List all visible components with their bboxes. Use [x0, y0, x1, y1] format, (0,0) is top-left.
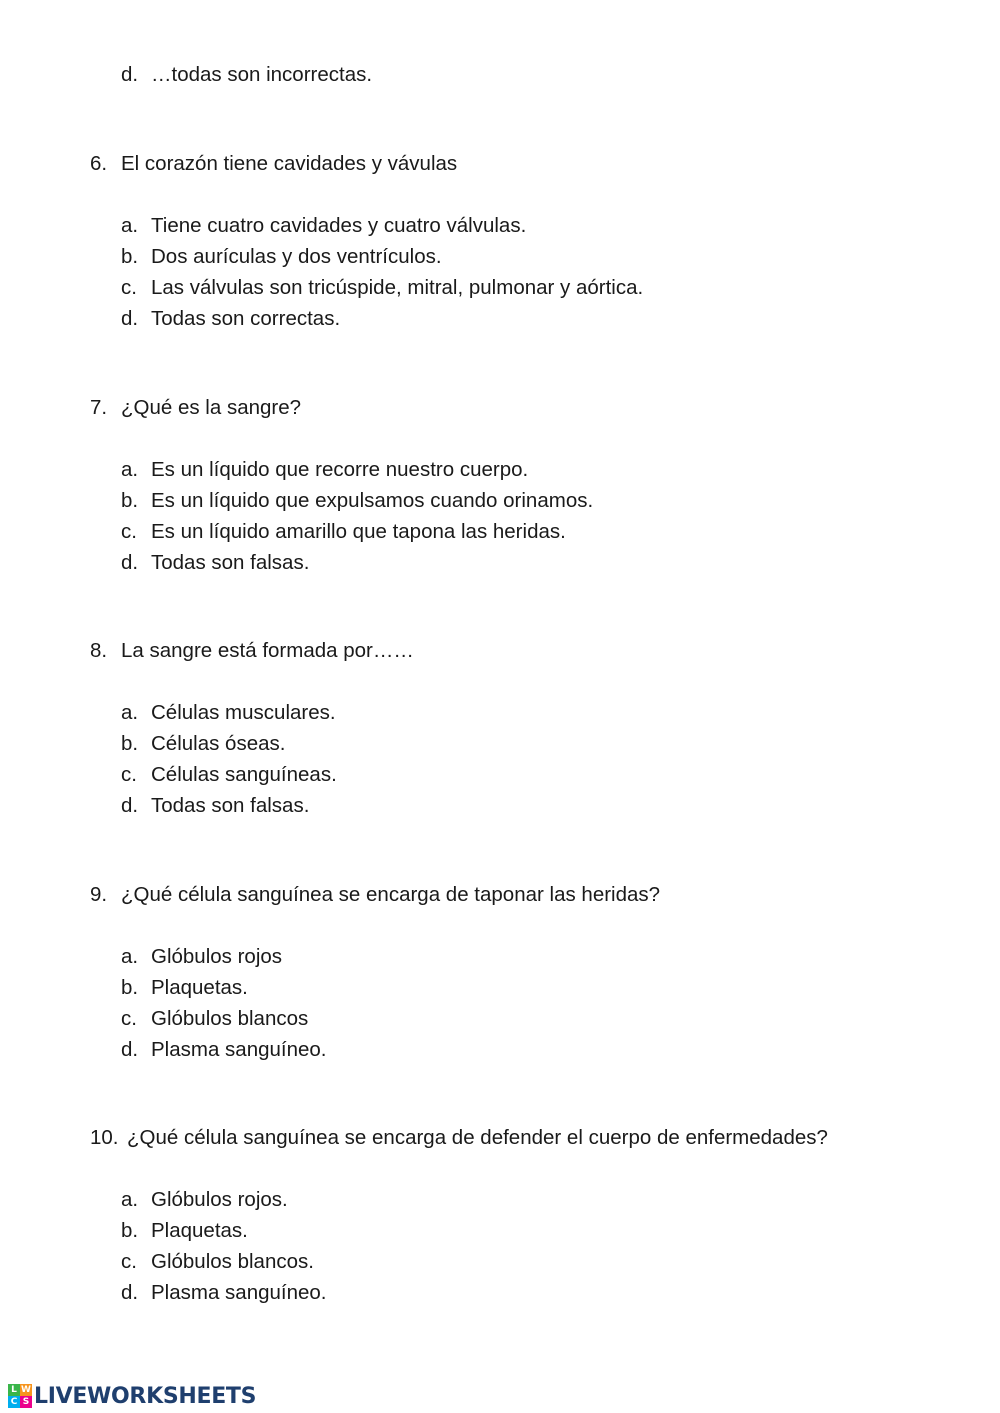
option-letter: c.: [121, 763, 137, 786]
option-text: Dos aurículas y dos ventrículos.: [151, 245, 442, 268]
option-letter: a.: [121, 214, 139, 237]
footer-brand: [8, 1381, 256, 1411]
option-text: Células sanguíneas.: [151, 763, 337, 786]
option-letter: a.: [121, 1188, 139, 1211]
question-number: 10.: [90, 1126, 119, 1149]
option-text: Es un líquido que expulsamos cuando orinamos.: [151, 489, 594, 512]
option-text: Plaquetas.: [151, 1219, 248, 1242]
question-number: 7.: [90, 396, 108, 419]
question-number: 6.: [90, 152, 108, 175]
logo-cell: S: [20, 1396, 32, 1408]
option-letter: d.: [121, 1281, 139, 1304]
brand-name: LIVEWORKSHEETS: [34, 1383, 257, 1409]
logo-cell: W: [21, 1385, 31, 1395]
option-text: …todas son incorrectas.: [151, 63, 373, 86]
option-letter: d.: [121, 794, 139, 817]
option-text: Todas son correctas.: [151, 307, 341, 330]
question-text: ¿Qué célula sanguínea se encarga de defender el cuerpo de enfermedades?: [127, 1126, 828, 1149]
option-text: Todas son falsas.: [151, 551, 310, 574]
question-text: ¿Qué célula sanguínea se encarga de taponar las heridas?: [121, 883, 661, 906]
option-letter: d.: [121, 551, 139, 574]
option-text: Las válvulas son tricúspide, mitral, pulmonar y aórtica.: [151, 276, 644, 299]
option-letter: c.: [121, 1007, 137, 1030]
option-letter: a.: [121, 945, 139, 968]
question-number: 8.: [90, 639, 108, 662]
question-text: La sangre está formada por……: [121, 639, 414, 662]
option-text: Es un líquido amarillo que tapona las heridas.: [151, 520, 566, 543]
option-text: Glóbulos blancos: [151, 1007, 309, 1030]
option-text: Plasma sanguíneo.: [151, 1281, 327, 1304]
option-text: Plaquetas.: [151, 976, 248, 999]
logo-cell: C: [8, 1396, 20, 1408]
option-text: Glóbulos rojos: [151, 945, 283, 968]
option-letter: d.: [121, 1038, 139, 1061]
option-letter: c.: [121, 520, 137, 543]
option-text: Glóbulos blancos.: [151, 1250, 314, 1273]
liveworksheets-logo-icon: [8, 1384, 32, 1408]
question-text: ¿Qué es la sangre?: [121, 396, 302, 419]
option-letter: a.: [121, 701, 139, 724]
option-letter: b.: [121, 976, 139, 999]
option-letter: c.: [121, 276, 137, 299]
option-text: Células musculares.: [151, 701, 336, 724]
option-text: Células óseas.: [151, 732, 286, 755]
option-letter: d.: [121, 307, 139, 330]
option-text: Glóbulos rojos.: [151, 1188, 288, 1211]
option-text: Tiene cuatro cavidades y cuatro válvulas.: [151, 214, 527, 237]
option-letter: b.: [121, 489, 139, 512]
option-letter: b.: [121, 732, 139, 755]
logo-cell: L: [8, 1384, 20, 1396]
option-letter: a.: [121, 458, 139, 481]
option-letter: d.: [121, 63, 139, 86]
option-letter: c.: [121, 1250, 137, 1273]
option-text: Es un líquido que recorre nuestro cuerpo.: [151, 458, 529, 481]
question-number: 9.: [90, 883, 108, 906]
option-text: Todas son falsas.: [151, 794, 310, 817]
option-letter: b.: [121, 1219, 139, 1242]
option-letter: b.: [121, 245, 139, 268]
question-text: El corazón tiene cavidades y vávulas: [121, 152, 458, 175]
option-text: Plasma sanguíneo.: [151, 1038, 327, 1061]
